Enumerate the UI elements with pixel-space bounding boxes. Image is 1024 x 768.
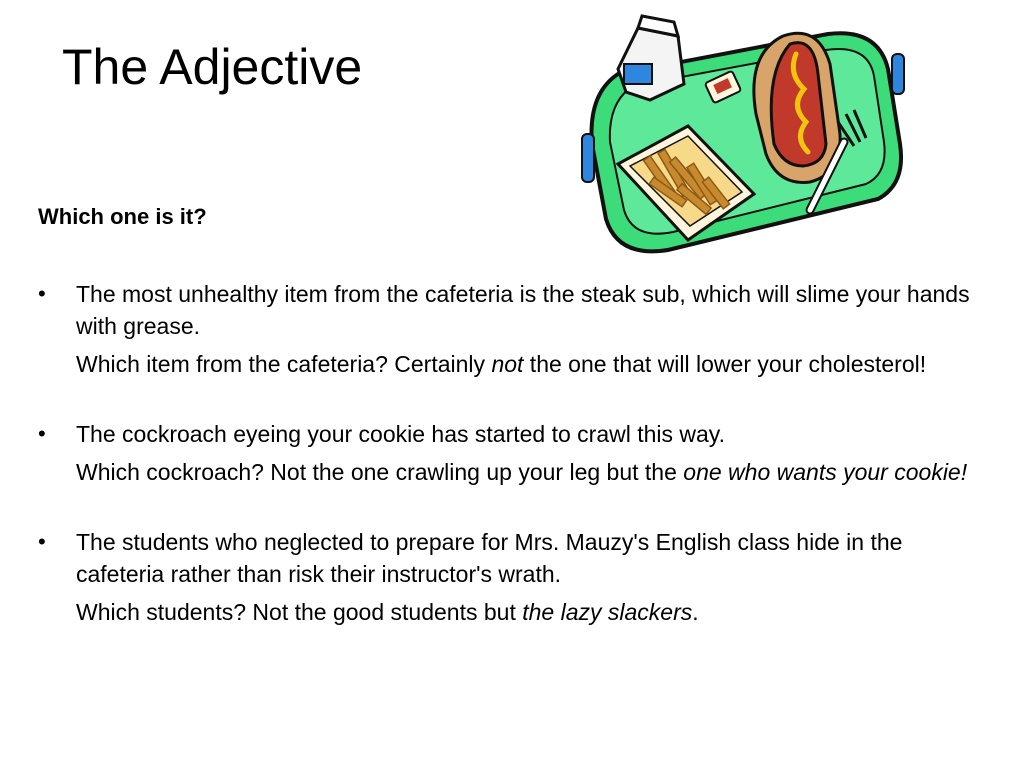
- bullet-item: [38, 278, 988, 380]
- slide-subtitle: Which one is it?: [38, 204, 207, 229]
- question-emphasis: not: [491, 351, 524, 377]
- question-text: Which cockroach? Not the one crawling up your leg but the: [76, 459, 684, 485]
- question-emphasis: one who wants your cookie!: [683, 459, 968, 485]
- question-text: Which students? Not the good students but: [76, 599, 523, 625]
- question-text-end: .: [692, 599, 699, 625]
- question-text: Which item from the cafeteria? Certainly: [76, 351, 492, 377]
- question-text-end: the one that will lower your cholesterol!: [523, 351, 927, 377]
- bullet-dot-icon: •: [38, 529, 46, 554]
- bullet-list: [38, 278, 988, 628]
- bullet-item: [38, 526, 988, 628]
- bullet-question: [76, 596, 988, 628]
- bullet-dot-icon: •: [38, 421, 46, 446]
- lunch-tray-illustration: [578, 14, 914, 260]
- question-emphasis: the lazy slackers: [522, 599, 693, 625]
- bullet-dot-icon: •: [38, 281, 46, 306]
- slide-title: The Adjective: [62, 39, 363, 95]
- bullet-question: [76, 348, 988, 380]
- bullet-question: [76, 456, 988, 488]
- bullet-item: [38, 418, 988, 488]
- bullet-sentence: The most unhealthy item from the cafeteria is the steak sub, which will slime your hands with grease.: [76, 281, 970, 339]
- bullet-sentence: The students who neglected to prepare for Mrs. Mauzy's English class hide in the cafeteria rather than risk their instructor's wrath.: [76, 529, 903, 587]
- bullet-sentence: The cockroach eyeing your cookie has started to crawl this way.: [76, 421, 725, 447]
